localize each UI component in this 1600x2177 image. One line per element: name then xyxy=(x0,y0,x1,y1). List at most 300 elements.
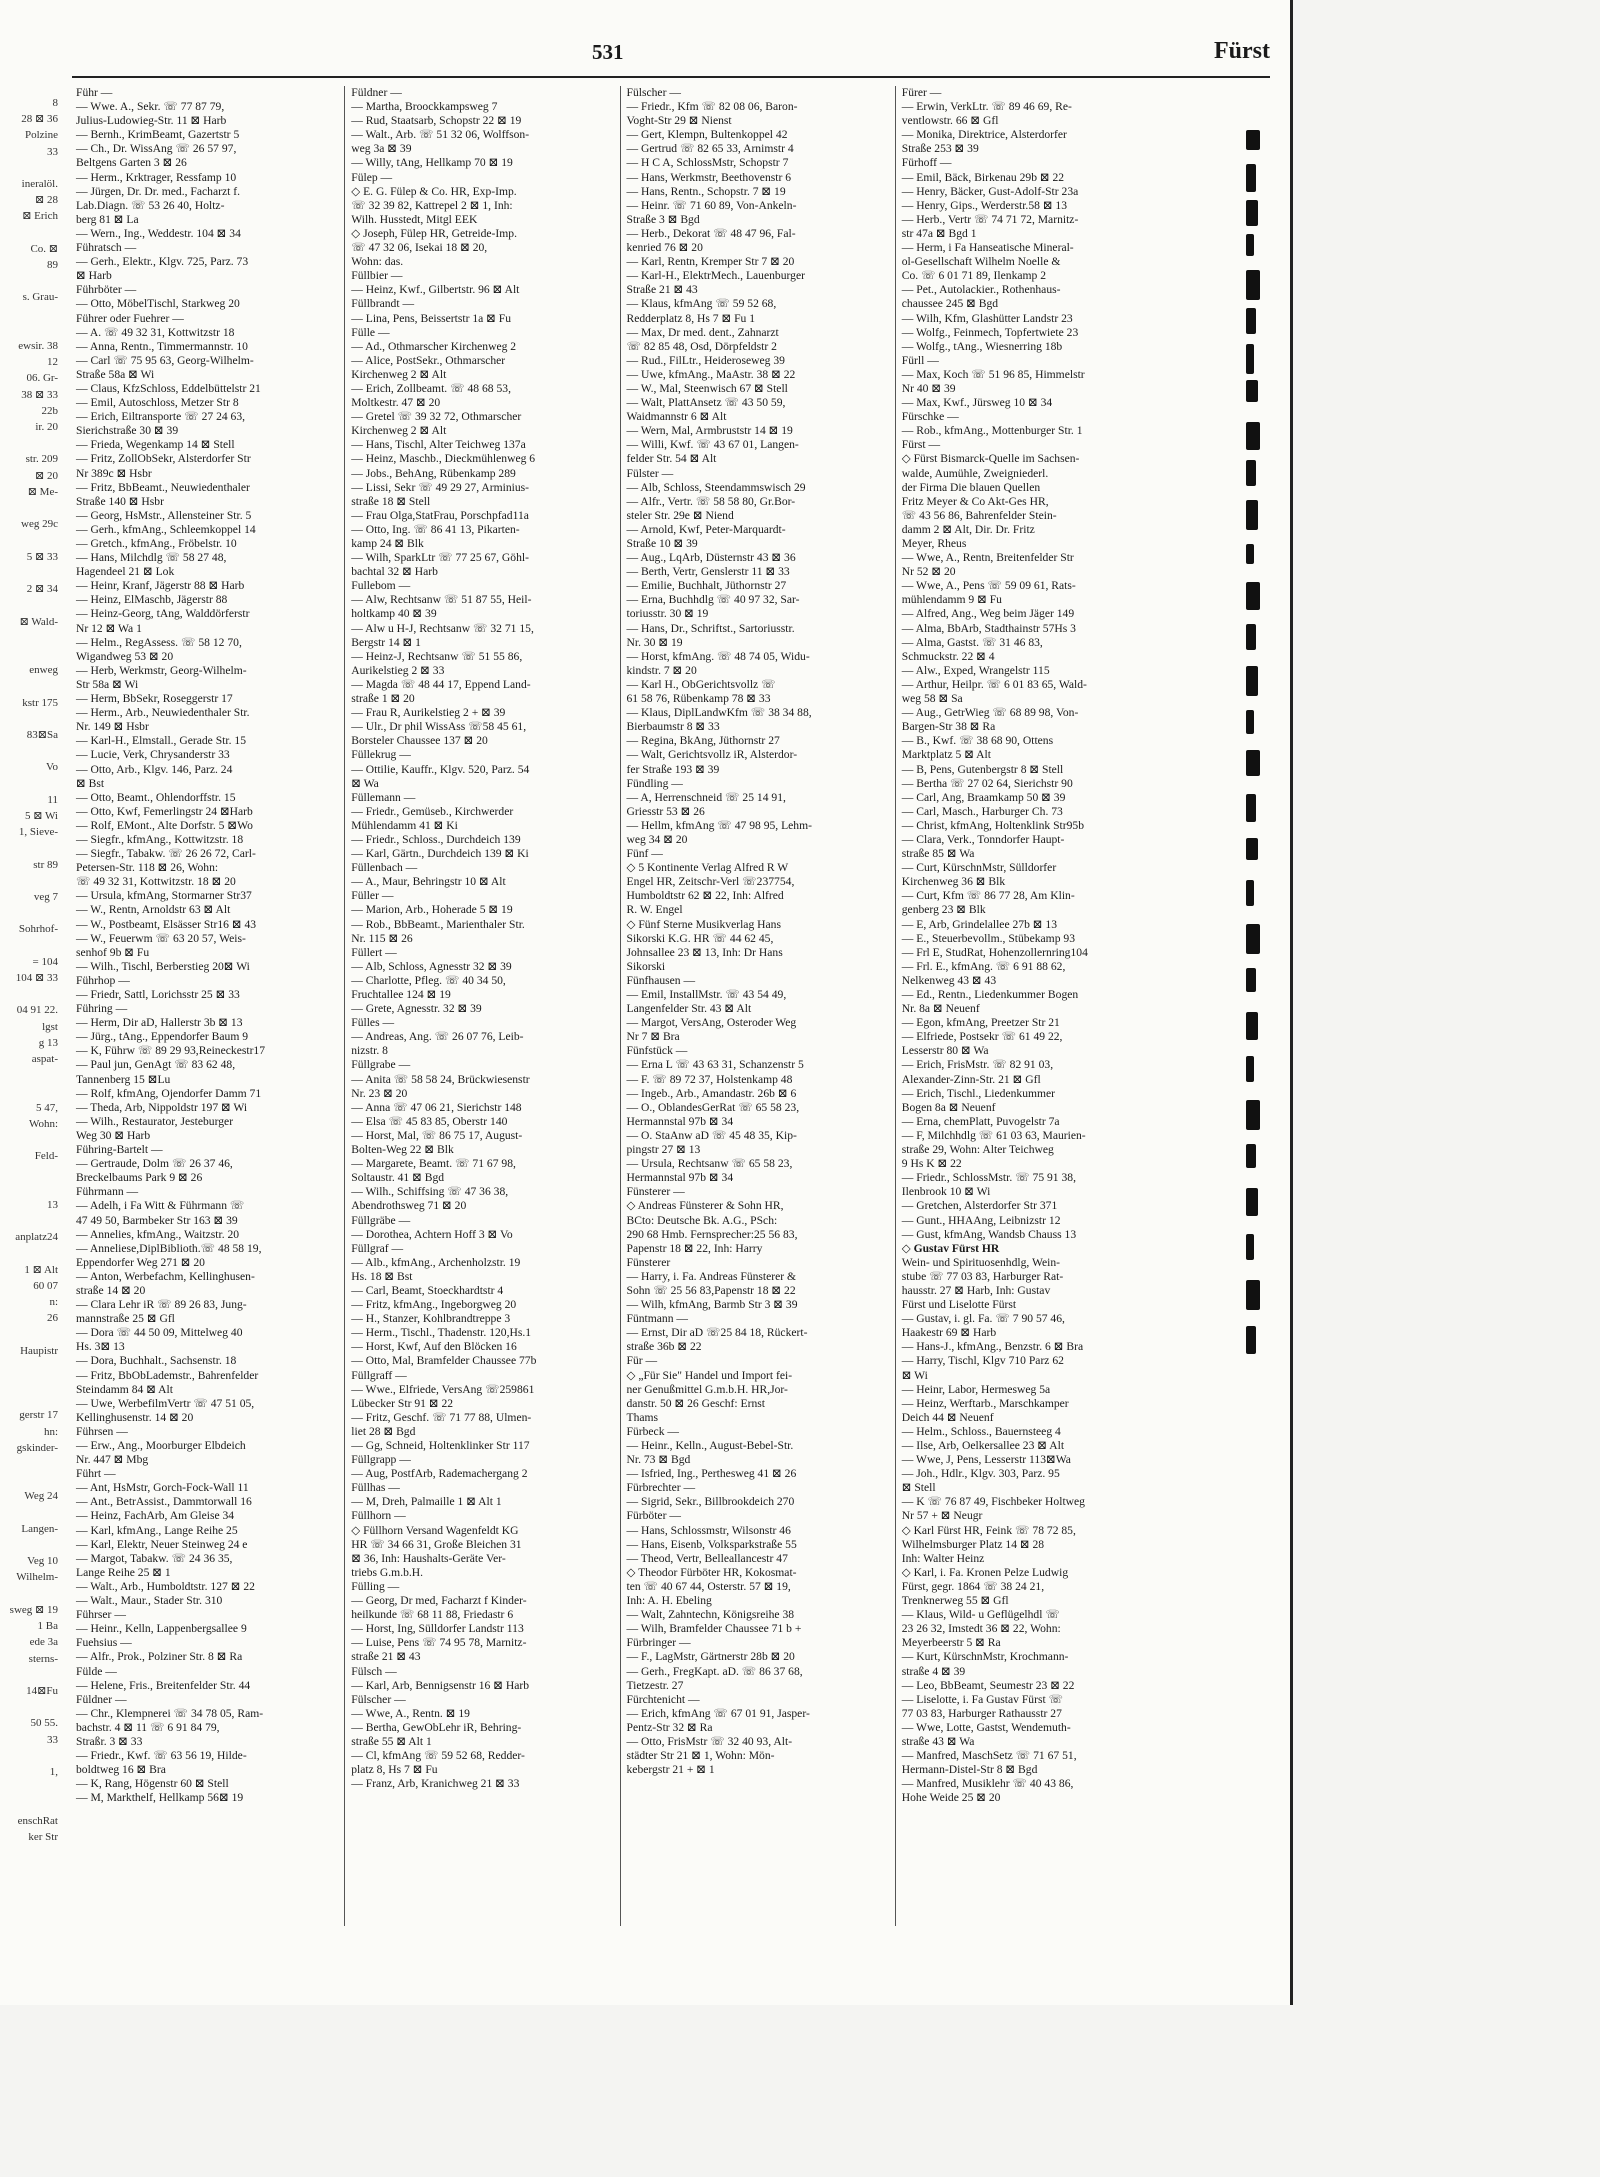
directory-entry: — Walt., Arb. ☏ 51 32 06, Wolffson- xyxy=(351,128,530,142)
directory-entry: der Firma Die blauen Quellen xyxy=(901,480,1041,494)
edge-fragment: 38 ⊠ 33 xyxy=(21,388,58,401)
directory-entry: Julius-Ludowieg-Str. 11 ⊠ Harb xyxy=(76,114,227,128)
directory-entry: HR ☏ 34 66 31, Große Bleichen 31 xyxy=(351,1537,522,1551)
directory-entry: Borsteler Chaussee 137 ⊠ 20 xyxy=(351,734,488,748)
directory-entry: — Fritz, kfmAng., Ingeborgweg 20 xyxy=(351,1298,517,1312)
directory-entry: ◇ Gustav Fürst HR xyxy=(901,1241,1000,1255)
directory-entry: Hohe Weide 25 ⊠ 20 xyxy=(901,1791,1001,1805)
directory-entry: — B, Pens, Gutenbergstr 8 ⊠ Stell xyxy=(901,762,1064,776)
directory-entry: — Bertha, GewObLehr iR, Behring- xyxy=(351,1720,522,1734)
directory-entry: — Grete, Agnesstr. 32 ⊠ 39 xyxy=(351,1002,482,1016)
directory-entry: Weg 30 ⊠ Harb xyxy=(76,1128,151,1142)
directory-entry: — Dora, Buchhalt., Sachsenstr. 18 xyxy=(76,1354,237,1368)
directory-entry: — W., Mal, Steenwisch 67 ⊠ Stell xyxy=(626,381,788,395)
surname-heading: Führsen — xyxy=(76,1424,128,1438)
directory-entry: — Ed., Rentn., Liedenkummer Bogen xyxy=(901,988,1079,1001)
directory-entry: — Ant, HsMstr, Gorch-Fock-Wall 11 xyxy=(76,1481,249,1495)
surname-heading: Füllgrabe — xyxy=(351,1058,411,1072)
edge-fragment xyxy=(0,630,62,646)
directory-entry: — Rob., kfmAng., Mottenburger Str. 1 xyxy=(901,424,1083,438)
edge-fragment: ir. 20 xyxy=(35,421,58,434)
directory-entry: — Theda, Arb, Nippoldstr 197 ⊠ Wi xyxy=(76,1100,248,1114)
directory-entry: — Friedr., Gemüseb., Kirchwerder xyxy=(351,804,514,818)
directory-entry: — O. StaAnw aD ☏ 45 48 35, Kip- xyxy=(626,1128,797,1142)
directory-columns xyxy=(70,86,1170,1926)
edge-fragment: Polzine xyxy=(25,129,58,142)
directory-entry: — Aug., GetrWieg ☏ 68 89 98, Von- xyxy=(901,706,1079,720)
directory-entry: — Otto, Kwf, Femerlingstr 24 ⊠Harb xyxy=(76,804,253,818)
directory-entry: BCto: Deutsche Bk. A.G., PSch: xyxy=(626,1213,778,1227)
directory-entry: — Max, Dr med. dent., Zahnarzt xyxy=(626,325,779,339)
directory-entry: steler Str. 29e ⊠ Niend xyxy=(626,508,734,522)
directory-entry: — Arnold, Kwf, Peter-Marquardt- xyxy=(626,522,786,536)
thumb-index-mark xyxy=(1246,544,1254,564)
directory-entry: — Erna L ☏ 43 63 31, Schanzenstr 5 xyxy=(626,1058,804,1072)
directory-entry: — Heinz, Kwf., Gilbertstr. 96 ⊠ Alt xyxy=(351,283,520,297)
directory-entry: — Gg, Schneid, Holtenklinker Str 117 xyxy=(351,1439,530,1452)
edge-fragment xyxy=(0,776,62,792)
directory-entry: — Horst, Ing, Sülldorfer Landstr 113 xyxy=(351,1622,524,1636)
surname-heading: Füllbier — xyxy=(351,269,403,283)
directory-entry: — Dora ☏ 44 50 09, Mittelweg 40 xyxy=(76,1326,243,1340)
thumb-index-mark xyxy=(1246,380,1258,402)
directory-entry: Lübecker Str 91 ⊠ 22 xyxy=(351,1396,454,1410)
directory-entry: — Marion, Arb., Hoherade 5 ⊠ 19 xyxy=(351,903,513,917)
directory-entry: — H C A, SchlossMstr, Schopstr 7 xyxy=(626,156,789,170)
directory-entry: — Elfriede, Postsekr ☏ 61 49 22, xyxy=(901,1030,1063,1044)
directory-entry: — Harry, i. Fa. Andreas Fünsterer & xyxy=(626,1269,797,1283)
directory-entry: — F, Milchhdlg ☏ 61 03 63, Maurien- xyxy=(901,1128,1086,1142)
edge-fragment: 50 55. xyxy=(30,1717,58,1730)
surname-heading: Fürbeck — xyxy=(626,1424,679,1438)
surname-heading: Füllemann — xyxy=(351,790,416,804)
edge-fragment xyxy=(0,1326,62,1342)
directory-entry: — Anna ☏ 47 06 21, Sierichstr 148 xyxy=(351,1100,522,1114)
thumb-index-mark xyxy=(1246,880,1254,906)
thumb-index-mark xyxy=(1246,968,1256,992)
directory-entry: — Walt, Zahntechn, Königsreihe 38 xyxy=(626,1608,795,1622)
directory-entry: — Emil, Autoschloss, Metzer Str 8 xyxy=(76,396,239,410)
directory-entry: — Gertrud ☏ 82 65 33, Arnimstr 4 xyxy=(626,142,794,156)
directory-entry: — Joh., Hdlr., Klgv. 303, Parz. 95 xyxy=(901,1467,1060,1481)
directory-entry: Sikorski xyxy=(626,959,666,973)
thumb-index-mark xyxy=(1246,1056,1254,1082)
directory-entry: — Wilh., Restaurator, Jesteburger xyxy=(76,1114,234,1128)
directory-entry: ⊠ Harb xyxy=(76,269,112,283)
edge-fragment: Langen- xyxy=(21,1522,58,1535)
directory-entry: — Herb., Vertr ☏ 74 71 72, Marnitz- xyxy=(901,212,1079,226)
directory-entry: — Emilie, Buchhalt, Jüthornstr 27 xyxy=(626,579,787,593)
edge-fragment xyxy=(0,160,62,176)
directory-entry: Inh: Walter Heinz xyxy=(901,1551,985,1565)
directory-entry: — Hans, Rentn., Schopstr. 7 ⊠ 19 xyxy=(626,184,786,198)
directory-entry: — Wwe, A., Rentn, Breitenfelder Str xyxy=(901,551,1074,565)
surname-heading: Füller — xyxy=(351,889,394,903)
edge-fragment xyxy=(0,435,62,451)
edge-fragment: 04 91 22. xyxy=(16,1004,58,1017)
directory-entry: Wilhelmsburger Platz 14 ⊠ 28 xyxy=(901,1537,1045,1551)
edge-fragment xyxy=(0,1586,62,1602)
surname-heading: Führt — xyxy=(76,1467,116,1481)
column-4 xyxy=(896,86,1170,1926)
thumb-index-mark xyxy=(1246,200,1258,226)
thumb-index-mark xyxy=(1246,500,1258,530)
directory-entry: — A, Herrenschneid ☏ 25 14 91, xyxy=(626,790,786,804)
directory-entry: toriusstr. 30 ⊠ 19 xyxy=(626,607,709,621)
directory-entry: — M, Markthelf, Hellkamp 56⊠ 19 xyxy=(76,1791,244,1805)
edge-fragment xyxy=(0,1245,62,1261)
surname-heading: Fülscher — xyxy=(351,1692,406,1706)
directory-entry: Alexander-Zinn-Str. 21 ⊠ Gfl xyxy=(901,1072,1041,1086)
edge-fragment: ⊠ Erich xyxy=(22,210,58,223)
edge-fragment: n: xyxy=(49,1296,58,1309)
directory-entry: — Walt., Arb., Humboldtstr. 127 ⊠ 22 xyxy=(76,1579,255,1593)
edge-fragment: Feld- xyxy=(34,1150,58,1163)
directory-entry: genberg 23 ⊠ Blk xyxy=(901,903,986,917)
directory-entry: — Karl, Gärtn., Durchdeich 139 ⊠ Ki xyxy=(351,847,529,861)
edge-fragment: Haupistr xyxy=(20,1344,58,1357)
directory-entry: — A. ☏ 49 32 31, Kottwitzstr 18 xyxy=(76,325,235,339)
directory-entry: — Lina, Pens, Beissertstr 1a ⊠ Fu xyxy=(351,311,512,325)
edge-fragment: 14⊠Fu xyxy=(26,1684,58,1697)
edge-fragment: gerstr 17 xyxy=(19,1409,58,1422)
surname-heading: Füllenbach — xyxy=(351,861,418,875)
directory-entry: — Wilh, Kfm, Glashütter Landstr 23 xyxy=(901,311,1073,325)
directory-entry: Breckelbaums Park 9 ⊠ 26 xyxy=(76,1171,203,1185)
directory-entry: Hs. 18 ⊠ Bst xyxy=(351,1269,413,1283)
directory-entry: — H., Stanzer, Kohlbrandtreppe 3 xyxy=(351,1312,511,1326)
directory-entry: — Max, Koch ☏ 51 96 85, Himmelstr xyxy=(901,367,1085,381)
edge-fragment xyxy=(0,711,62,727)
directory-entry: — Carl, Beamt, Stoeckhardtstr 4 xyxy=(351,1283,504,1297)
directory-entry: Abendrothsweg 71 ⊠ 20 xyxy=(351,1199,467,1213)
edge-fragment: 5 47, xyxy=(36,1101,58,1114)
directory-entry: Nr 7 ⊠ Bra xyxy=(626,1030,680,1044)
edge-fragment: Wilhelm- xyxy=(16,1571,58,1584)
directory-entry: Str 58a ⊠ Wi xyxy=(76,677,139,691)
directory-entry: — Henry, Gips., Werderstr.58 ⊠ 13 xyxy=(901,198,1068,212)
directory-entry: — Ursula, Rechtsanw ☏ 65 58 23, xyxy=(626,1157,793,1171)
directory-entry: — Horst, kfmAng. ☏ 48 74 05, Widu- xyxy=(626,649,810,663)
directory-entry: — Ulr., Dr phil WissAss ☏58 45 61, xyxy=(351,720,527,734)
directory-entry: — Alfr., Vertr. ☏ 58 58 80, Gr.Bor- xyxy=(626,494,796,508)
directory-entry: straße 14 ⊠ 20 xyxy=(76,1283,146,1297)
surname-heading: Füldner — xyxy=(351,86,402,99)
edge-fragment: Wohn: xyxy=(28,1117,58,1130)
directory-entry: — Aug., LqArb, Düsternstr 43 ⊠ 36 xyxy=(626,551,796,565)
directory-entry: Kirchenweg 2 ⊠ Alt xyxy=(351,367,447,381)
directory-entry: kenried 76 ⊠ 20 xyxy=(626,241,703,255)
edge-fragment: Veg 10 xyxy=(27,1555,58,1568)
directory-entry: holtkamp 40 ⊠ 39 xyxy=(351,607,437,621)
directory-entry: — Max, Kwf., Jürsweg 10 ⊠ 34 xyxy=(901,396,1053,410)
directory-entry: str 47a ⊠ Bgd 1 xyxy=(901,226,977,240)
edge-fragment xyxy=(0,646,62,662)
surname-heading: Fullebom — xyxy=(351,579,411,593)
edge-fragment: 1, xyxy=(49,1765,58,1778)
edge-fragment: Weg 24 xyxy=(24,1490,58,1503)
directory-entry: 290 68 Hmb. Fernsprecher:25 56 83, xyxy=(626,1227,798,1241)
thumb-index-mark xyxy=(1246,1012,1258,1040)
directory-entry: — Erw., Ang., Moorburger Elbdeich xyxy=(76,1439,246,1452)
column-3 xyxy=(621,86,896,1926)
directory-entry: — Gertraude, Dolm ☏ 26 37 46, xyxy=(76,1157,233,1171)
edge-fragment: ⊠ Wald- xyxy=(19,615,58,628)
directory-entry: — Adelh, i Fa Witt & Führmann ☏ xyxy=(76,1199,245,1213)
edge-fragment xyxy=(0,1083,62,1099)
directory-entry: — Wilh, kfmAng, Barmb Str 3 ⊠ 39 xyxy=(626,1298,798,1312)
directory-entry: Nr 12 ⊠ Wa 1 xyxy=(76,621,142,635)
directory-entry: Beltgens Garten 3 ⊠ 26 xyxy=(76,156,187,170)
right-margin-thumb-index xyxy=(1240,130,1290,1430)
thumb-index-mark xyxy=(1246,344,1254,374)
directory-entry: Fürst und Liselotte Fürst xyxy=(901,1298,1017,1312)
directory-entry: — Curt, Kfm ☏ 86 77 28, Am Klin- xyxy=(901,889,1075,903)
directory-entry: Pentz-Str 32 ⊠ Ra xyxy=(626,1720,713,1734)
directory-entry: ⊠ 36, Inh: Haushalts-Geräte Ver- xyxy=(351,1551,506,1565)
directory-entry: Straße 21 ⊠ 43 xyxy=(626,283,698,297)
directory-entry: ☏ 82 85 48, Osd, Dörpfeldstr 2 xyxy=(626,339,777,353)
surname-heading: Fünfstück — xyxy=(626,1044,688,1058)
directory-entry: — Walt., Maur., Stader Str. 310 xyxy=(76,1594,223,1608)
edge-fragment xyxy=(0,986,62,1002)
directory-entry: ◇ Füllhorn Versand Wagenfeldt KG xyxy=(351,1523,519,1537)
directory-entry: — Ursula, kfmAng, Stormarner Str37 xyxy=(76,889,252,903)
directory-entry: — Ant., BetrAssist., Dammtorwall 16 xyxy=(76,1495,252,1509)
edge-fragment xyxy=(0,322,62,338)
surname-heading: Fünfhausen — xyxy=(626,973,696,987)
surname-heading: Führhop — xyxy=(76,973,130,987)
edge-fragment: 8 xyxy=(52,97,58,109)
edge-fragment: sterns- xyxy=(28,1652,58,1665)
edge-fragment: 22b xyxy=(41,404,58,417)
directory-entry: — Manfred, MaschSetz ☏ 71 67 51, xyxy=(901,1749,1077,1763)
directory-entry: straße 18 ⊠ Stell xyxy=(351,494,431,508)
directory-entry: — Lucie, Verk, Chrysanderstr 33 xyxy=(76,748,230,762)
directory-entry: — Willy, tAng, Hellkamp 70 ⊠ 19 xyxy=(351,156,513,170)
edge-fragment xyxy=(0,1472,62,1488)
surname-heading: Führing — xyxy=(76,1002,128,1016)
directory-entry: — Fritz, Geschf. ☏ 71 77 88, Ulmen- xyxy=(351,1410,532,1424)
directory-entry: 47 49 50, Barmbeker Str 163 ⊠ 39 xyxy=(76,1213,238,1227)
page-number: 531 xyxy=(592,40,624,64)
directory-entry: — Ingeb., Arb., Amandastr. 26b ⊠ 6 xyxy=(626,1086,797,1100)
directory-entry: — Heinz-J, Rechtsanw ☏ 51 55 86, xyxy=(351,649,523,663)
directory-entry: — Alw u H-J, Rechtsanw ☏ 32 71 15, xyxy=(351,621,534,635)
directory-entry: ◇ „Für Sie" Handel und Import fei- xyxy=(626,1368,793,1382)
directory-entry: — Friedr, Sattl, Lorichsstr 25 ⊠ 33 xyxy=(76,988,240,1001)
directory-entry: ol-Gesellschaft Wilhelm Noelle & xyxy=(901,255,1061,269)
directory-entry: senhof 9b ⊠ Fu xyxy=(76,945,150,959)
thumb-index-mark xyxy=(1246,460,1256,486)
directory-entry: ner Genußmittel G.m.b.H. HR,Jor- xyxy=(626,1382,788,1396)
edge-fragment: 06. Gr- xyxy=(26,372,58,385)
directory-entry: Kirchenweg 2 ⊠ Alt xyxy=(351,424,447,438)
directory-entry: Engel HR, Zeitschr-Verl ☏237754, xyxy=(626,875,795,889)
thumb-index-mark xyxy=(1246,666,1258,696)
directory-entry: — Otto, Ing. ☏ 86 41 13, Pikarten- xyxy=(351,522,520,536)
surname-heading: Führer oder Fuehrer — xyxy=(76,311,184,325)
edge-fragment xyxy=(0,873,62,889)
edge-fragment: 28 ⊠ 36 xyxy=(21,113,58,126)
directory-entry: — Alb, Schloss, Steendammswisch 29 xyxy=(626,480,806,494)
edge-fragment xyxy=(0,905,62,921)
directory-entry: weg 34 ⊠ 20 xyxy=(626,832,688,846)
directory-entry: straße 85 ⊠ Wa xyxy=(901,847,975,861)
directory-entry: — Fritz, ZollObSekr, Alsterdorfer Str xyxy=(76,452,251,466)
directory-entry: ☏ 43 56 86, Bahrenfelder Stein- xyxy=(901,508,1057,522)
directory-entry: Nelkenweg 43 ⊠ 43 xyxy=(901,973,997,987)
edge-fragment xyxy=(0,840,62,856)
directory-entry: Nr 57 + ⊠ Neugr xyxy=(901,1509,983,1523)
edge-fragment: 33 xyxy=(47,145,58,158)
thumb-index-mark xyxy=(1246,1280,1260,1310)
directory-entry: — Herm., Arb., Neuwiedenthaler Str. xyxy=(76,706,250,720)
directory-entry: — Friedr., Kfm ☏ 82 08 06, Baron- xyxy=(626,100,798,114)
directory-entry: Nr. 115 ⊠ 26 xyxy=(351,931,413,945)
directory-entry: Straße 58a ⊠ Wi xyxy=(76,367,155,381)
directory-entry: ☏ 49 32 31, Kottwitzstr. 18 ⊠ 20 xyxy=(76,875,236,889)
directory-entry: — M, Dreh, Palmaille 1 ⊠ Alt 1 xyxy=(351,1495,502,1509)
thumb-index-mark xyxy=(1246,710,1254,734)
surname-heading: Fürhoff — xyxy=(901,156,952,170)
directory-entry: Nr 52 ⊠ 20 xyxy=(901,565,956,579)
directory-entry: — Erich, Eiltransporte ☏ 27 24 63, xyxy=(76,410,246,424)
directory-entry: Fürst, gegr. 1864 ☏ 38 24 21, xyxy=(901,1579,1045,1593)
directory-entry: — Wwe. A., Sekr. ☏ 77 87 79, xyxy=(76,100,225,114)
directory-entry: Straße 10 ⊠ 39 xyxy=(626,537,698,550)
directory-entry: bachstr. 4 ⊠ 11 ☏ 6 91 84 79, xyxy=(76,1720,220,1734)
edge-fragment xyxy=(0,938,62,954)
directory-entry: — E, Arb, Grindelallee 27b ⊠ 13 xyxy=(901,917,1057,931)
edge-fragment: str 89 xyxy=(33,858,58,871)
directory-entry: chaussee 245 ⊠ Bgd xyxy=(901,297,999,311)
directory-entry: — Herb., Dekorat ☏ 48 47 96, Fal- xyxy=(626,226,796,240)
thumb-index-mark xyxy=(1246,624,1256,650)
directory-entry: 77 03 83, Harburger Rathausstr 27 xyxy=(901,1706,1062,1720)
directory-entry: ◇ Theodor Fürböter HR, Kokosmat- xyxy=(626,1565,797,1579)
directory-entry: — Anita ☏ 58 58 24, Brückwiesenstr xyxy=(351,1072,530,1086)
edge-fragment: ⊠ Me- xyxy=(27,485,58,498)
directory-entry: — Heinz, Werftarb., Marschkamper xyxy=(901,1396,1069,1410)
directory-entry: — Carl, Ang, Braamkamp 50 ⊠ 39 xyxy=(901,790,1066,804)
thumb-index-mark xyxy=(1246,422,1260,450)
directory-entry: Haakestr 69 ⊠ Harb xyxy=(901,1326,997,1340)
directory-entry: — Clara Lehr iR ☏ 89 26 83, Jung- xyxy=(76,1298,247,1312)
surname-heading: Fürböter — xyxy=(626,1509,681,1523)
directory-entry: — Klaus, DiplLandwKfm ☏ 38 34 88, xyxy=(626,706,812,720)
directory-entry: ⊠ Wa xyxy=(351,776,379,790)
directory-entry: Griesstr 53 ⊠ 26 xyxy=(626,804,705,818)
directory-entry: — Wern., Ing., Weddestr. 104 ⊠ 34 xyxy=(76,226,241,240)
directory-entry: — Luise, Pens ☏ 74 95 78, Marnitz- xyxy=(351,1636,527,1650)
directory-entry: Bargen-Str 38 ⊠ Ra xyxy=(901,720,996,734)
surname-heading: Füllhorn — xyxy=(351,1509,406,1523)
surname-heading: Fürbrechter — xyxy=(626,1481,696,1495)
directory-entry: — Erich, Zollbeamt. ☏ 48 68 53, xyxy=(351,381,511,395)
directory-entry: — Friedr., SchlossMstr. ☏ 75 91 38, xyxy=(901,1171,1076,1185)
directory-entry: straße 36b ⊠ 22 xyxy=(626,1340,702,1354)
directory-entry: — Georg, HsMstr., Allensteiner Str. 5 xyxy=(76,508,252,522)
directory-entry: ventlowstr. 66 ⊠ Gfl xyxy=(901,114,999,128)
directory-entry: — Kurt, KürschnMstr, Krochmann- xyxy=(901,1650,1069,1664)
directory-entry: Nr. 23 ⊠ 20 xyxy=(351,1086,408,1100)
directory-entry: — Wolfg., Feinmech, Topfertwiete 23 xyxy=(901,325,1079,339)
directory-entry: berg 81 ⊠ La xyxy=(76,212,139,226)
directory-entry: — Cl, kfmAng ☏ 59 52 68, Redder- xyxy=(351,1749,525,1763)
directory-entry: — Heinz-Georg, tAng, Walddörferstr xyxy=(76,607,250,621)
directory-entry: — K, Rang, Högenstr 60 ⊠ Stell xyxy=(76,1777,229,1791)
surname-heading: Fürst — xyxy=(901,438,941,452)
directory-entry: — Horst, Kwf, Auf den Blöcken 16 xyxy=(351,1340,517,1354)
thumb-index-mark xyxy=(1246,750,1260,776)
edge-fragment xyxy=(0,1391,62,1407)
directory-entry: — Margot, VersAng, Osteroder Weg xyxy=(626,1016,797,1030)
directory-entry: — Regina, BkAng, Jüthornstr 27 xyxy=(626,734,780,748)
directory-entry: — Anton, Werbefachm, Kellinghusen- xyxy=(76,1269,255,1283)
edge-fragment: lgst xyxy=(42,1020,58,1033)
edge-fragment xyxy=(0,1667,62,1683)
thumb-index-mark xyxy=(1246,794,1256,822)
directory-entry: — Erna, chemPlatt, Puvogelstr 7a xyxy=(901,1114,1060,1128)
surname-heading: Fürer — xyxy=(901,86,942,99)
directory-entry: Nr. 30 ⊠ 19 xyxy=(626,635,683,649)
directory-entry: — Wilh., Tischl, Berberstieg 20⊠ Wi xyxy=(76,959,250,973)
directory-entry: — E., Steuerbevollm., Stübekamp 93 xyxy=(901,931,1075,945)
directory-entry: danstr. 50 ⊠ 26 Geschf: Ernst xyxy=(626,1396,766,1410)
surname-heading: Führmann — xyxy=(76,1185,139,1199)
directory-entry: nizstr. 8 xyxy=(351,1044,388,1058)
directory-entry: Nr. 447 ⊠ Mbg xyxy=(76,1453,149,1467)
edge-fragment: 13 xyxy=(47,1198,58,1211)
directory-entry: Steindamm 84 ⊠ Alt xyxy=(76,1382,173,1396)
directory-entry: Hs. 3⊠ 13 xyxy=(76,1340,125,1354)
directory-entry: — Paul jun, GenAgt ☏ 83 62 48, xyxy=(76,1058,236,1072)
directory-entry: 9 Hs K ⊠ 22 xyxy=(901,1157,962,1171)
directory-entry: — Otto, FrisMstr ☏ 32 40 93, Alt- xyxy=(626,1734,793,1748)
directory-entry: — Willi, Kwf. ☏ 43 67 01, Langen- xyxy=(626,438,799,452)
edge-fragment: aspat- xyxy=(31,1052,58,1065)
directory-entry: — Wwe, A., Pens ☏ 59 09 61, Rats- xyxy=(901,579,1076,593)
directory-entry: — Herm, BbSekr, Roseggerstr 17 xyxy=(76,692,233,706)
directory-entry: — Gerh., FregKapt. aD. ☏ 86 37 68, xyxy=(626,1664,803,1678)
edge-fragment xyxy=(0,1456,62,1472)
directory-entry: — Curt, KürschnMstr, Sülldorfer xyxy=(901,861,1057,875)
edge-fragment xyxy=(0,678,62,694)
directory-entry: — Sigrid, Sekr., Billbrookdeich 270 xyxy=(626,1495,795,1509)
directory-entry: — Jürgen, Dr. Dr. med., Facharzt f. xyxy=(76,184,240,198)
surname-heading: Fülde — xyxy=(76,1664,117,1678)
directory-entry: fer Straße 193 ⊠ 39 xyxy=(626,762,720,776)
surname-heading: Füllekrug — xyxy=(351,748,411,762)
directory-entry: — Gretel ☏ 39 32 72, Othmarscher xyxy=(351,410,522,424)
directory-entry: Nr. 149 ⊠ Hsbr xyxy=(76,720,149,734)
edge-fragment xyxy=(0,225,62,241)
directory-entry: — Alfred, Ang., Weg beim Jäger 149 xyxy=(901,607,1075,621)
directory-entry: — Anneliese,DiplBiblioth.☏ 48 58 19, xyxy=(76,1241,262,1255)
edge-fragment: 2 ⊠ 34 xyxy=(26,583,58,596)
directory-entry: — Karl, kfmAng., Lange Reihe 25 xyxy=(76,1523,238,1537)
directory-entry: — Egon, kfmAng, Preetzer Str 21 xyxy=(901,1016,1060,1030)
directory-entry: walde, Aumühle, Zweigniederl. xyxy=(901,466,1049,480)
directory-entry: Inh: A. H. Ebeling xyxy=(626,1594,712,1608)
directory-entry: Nr. 8a ⊠ Neuenf xyxy=(901,1002,980,1016)
directory-entry: — Erna, Buchhdlg ☏ 40 97 32, Sar- xyxy=(626,593,800,607)
directory-entry: — Emil, Bäck, Birkenau 29b ⊠ 22 xyxy=(901,170,1065,184)
directory-entry: Thams xyxy=(626,1410,659,1424)
directory-entry: — Hellm, kfmAng ☏ 47 98 95, Lehm- xyxy=(626,818,812,832)
edge-fragment: str. 209 xyxy=(25,453,58,466)
